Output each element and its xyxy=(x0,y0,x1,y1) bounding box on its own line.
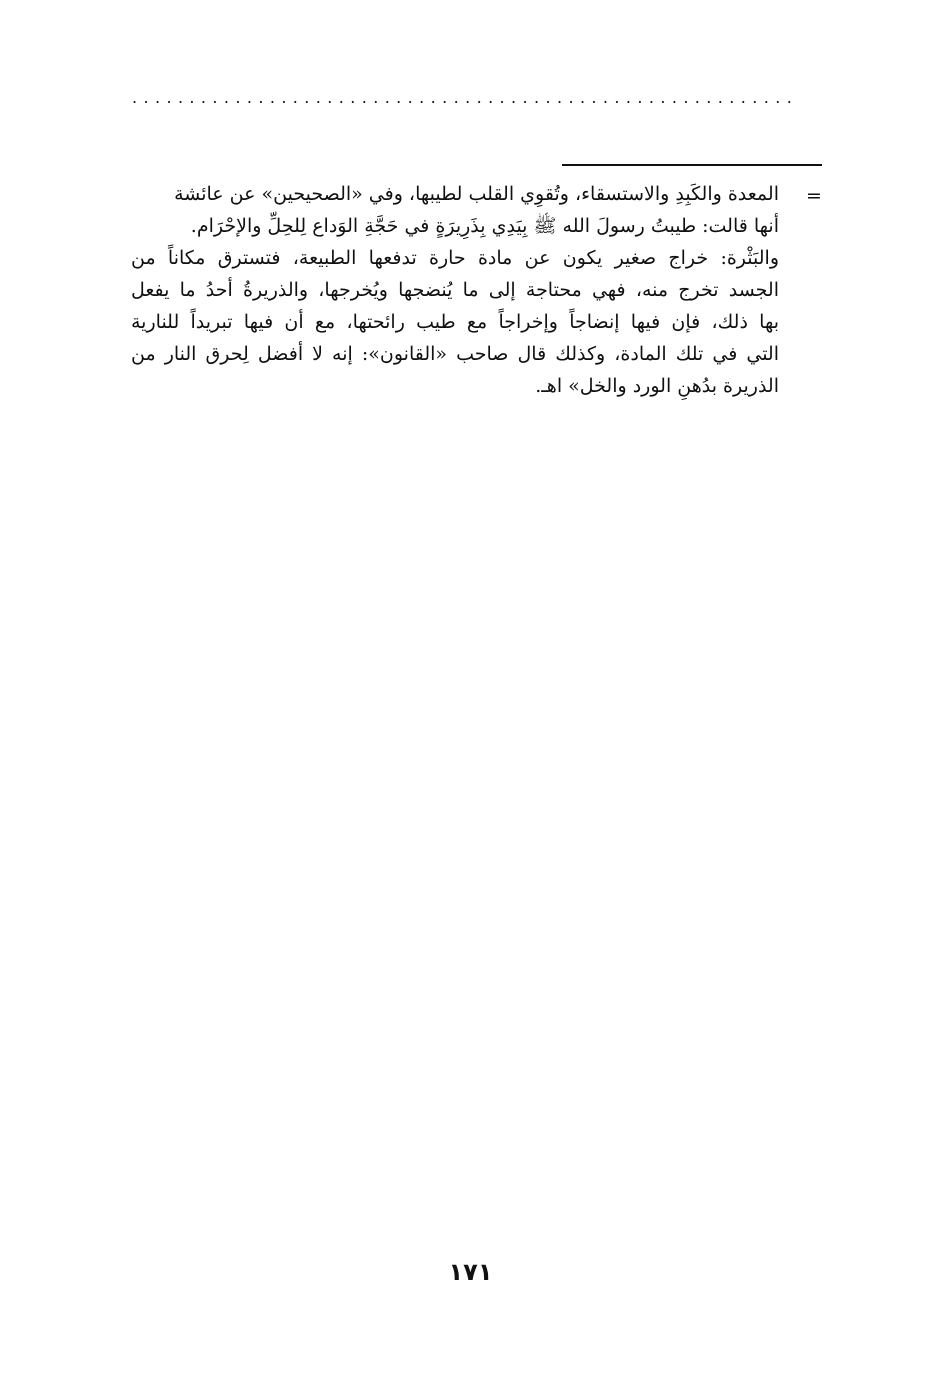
footnote-rule xyxy=(562,164,822,166)
footnote-line: الجسد تخرج منه، فهي محتاجة إلى ما يُنضجها ويُخرجها، والذريرةُ أحدُ ما يفعل xyxy=(131,279,779,301)
footnote-line: التي في تلك المادة، وكذلك قال صاحب «القانون»: إنه لا أفضل لِحرق النار من xyxy=(131,343,779,365)
footnote-body xyxy=(131,178,779,402)
continuation-mark: = xyxy=(806,185,822,207)
page-number: ١٧١ xyxy=(448,1258,493,1286)
footnote-line: بها ذلك، فإن فيها إنضاجاً وإخراجاً مع طيب رائحتها، مع أن فيها تبريداً للنارية xyxy=(131,311,779,333)
footnote-line: المعدة والكَبِدِ والاستسقاء، وتُقوِي القلب لطيبها، وفي «الصحيحين» عن عائشة xyxy=(174,183,779,205)
footnote-line: والبَثْرة: خراج صغير يكون عن مادة حارة تدفعها الطبيعة، فتسترق مكاناً من xyxy=(131,247,779,269)
dotted-separator: .......................................................... xyxy=(132,92,799,104)
footnote-line: الذريرة بدُهنِ الورد والخل» اهـ. xyxy=(535,375,779,397)
footnote-line: أنها قالت: طيبتُ رسولَ الله ﷺ بِيَدِي بِذَرِيرَةٍ في حَجَّةِ الوَداع لِلحِلِّ والإحْرَام. xyxy=(190,215,779,237)
